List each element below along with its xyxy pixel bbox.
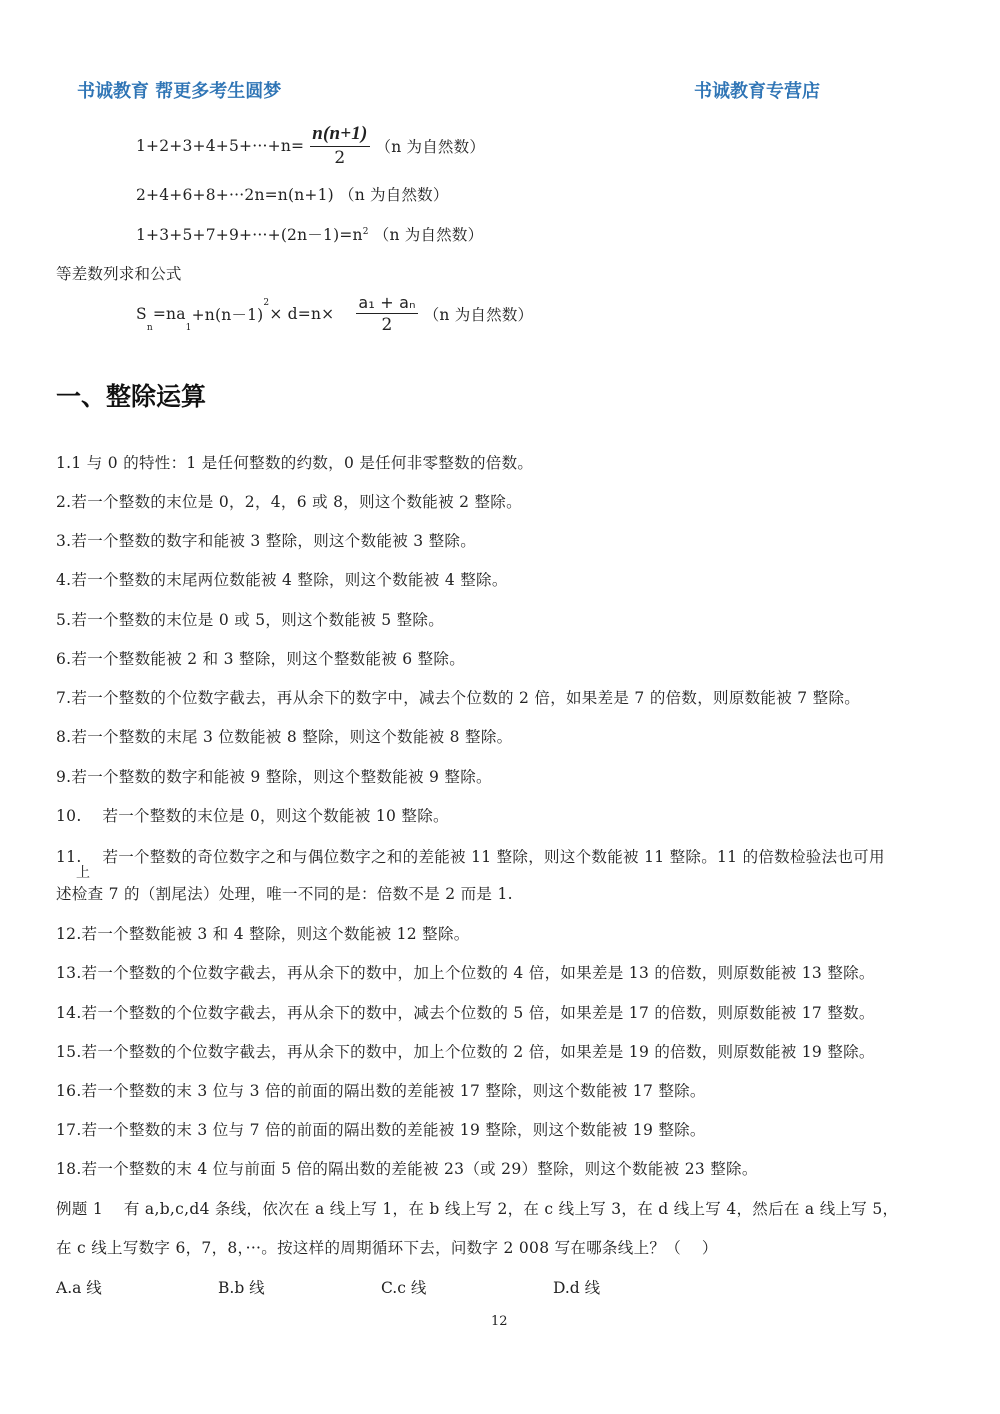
section-title: 一、整除运算 (56, 382, 207, 411)
rule-11-continued: 述检查 7 的（割尾法）处理，唯一不同的是：倍数不是 2 而是 1. (56, 885, 513, 903)
rule-9: 9.若一个整数的数字和能被 9 整除，则这个整数能被 9 整除。 (56, 768, 492, 786)
option-c: C.c 线 (381, 1279, 427, 1297)
formula-s-sub: n (146, 323, 153, 333)
formula-sum-natural-left: 1+2+3+4+5+···+n= (136, 136, 305, 155)
rule-17: 17.若一个整数的末 3 位与 7 倍的前面的隔出数的差能被 19 整除，则这个数能被 19 整除。 (56, 1121, 706, 1139)
fraction-denominator: 2 (334, 148, 346, 168)
option-d: D.d 线 (553, 1279, 601, 1297)
rule-15: 15.若一个整数的个位数字截去，再从余下的数中，加上个位数的 2 倍，如果差是 19 的倍数，则原数能被 19 整除。 (56, 1043, 875, 1061)
arith-series-title: 等差数列求和公式 (56, 265, 182, 283)
rule-18: 18.若一个整数的末 4 位与前面 5 倍的隔出数的差能被 23（或 29）整除，则这个数能被 23 整除。 (56, 1160, 758, 1178)
rule-8: 8.若一个整数的末尾 3 位数能被 8 整除，则这个数能被 8 整除。 (56, 728, 513, 746)
rule-16: 16.若一个整数的末 3 位与 3 倍的前面的隔出数的差能被 17 整除，则这个数能被 17 整除。 (56, 1082, 706, 1100)
formula-sum-natural (136, 123, 485, 168)
formula-sum-odd-left: 1+3+5+7+9+···+(2n－1)=n (136, 226, 363, 244)
formula-a-sub: 1 (185, 323, 192, 333)
formula-tail: × d=n× (269, 305, 335, 323)
formula-exponent: 2 (263, 298, 270, 308)
rule-10: 10. 若一个整数的末位是 0，则这个数能被 10 整除。 (56, 807, 449, 825)
rule-11: 11. 若一个整数的奇位数字之和与偶位数字之和的差能被 11 整除，则这个数能被 11 整除。11 的倍数检验法也可用 (56, 848, 885, 866)
header-right: 书诚教育专营店 (694, 81, 820, 102)
formula-s: S (136, 305, 147, 323)
fraction-denominator: 2 (381, 315, 393, 335)
option-b: B.b 线 (218, 1279, 265, 1297)
formula-arith-sum (136, 293, 533, 335)
formula-sum-odd (136, 223, 483, 245)
rule-14: 14.若一个整数的个位数字截去，再从余下的数中，减去个位数的 5 倍，如果差是 17 的倍数，则原数能被 17 整数。 (56, 1004, 875, 1022)
page-number: 12 (491, 1314, 508, 1329)
rule-12: 12.若一个整数能被 3 和 4 整除，则这个数能被 12 整除。 (56, 925, 470, 943)
formula-mid: +n(n－1) (191, 306, 264, 324)
rule-13: 13.若一个整数的个位数字截去，再从余下的数中，加上个位数的 4 倍，如果差是 13 的倍数，则原数能被 13 整除。 (56, 964, 875, 982)
example-line-1: 例题 1 有 a,b,c,d4 条线，依次在 a 线上写 1，在 b 线上写 2，在 c 线上写 3，在 d 线上写 4，然后在 a 线上写 5， (56, 1200, 899, 1218)
rule-6: 6.若一个整数能被 2 和 3 整除，则这个整数能被 6 整除。 (56, 650, 466, 668)
formula-note: （n 为自然数） (373, 226, 484, 244)
formula-note: （n 为自然数） (375, 137, 486, 156)
formula-fraction (310, 123, 369, 168)
fraction-numerator: a₁ + aₙ (358, 293, 416, 312)
rule-5: 5.若一个整数的末位是 0 或 5，则这个数能被 5 整除。 (56, 611, 445, 629)
formula-sum-odd-exponent: 2 (362, 226, 369, 237)
formula-sum-even: 2+4+6+8+···2n=n(n+1) （n 为自然数） (136, 186, 449, 204)
rule-1: 1.1 与 0 的特性：1 是任何整数的约数，0 是任何非零整数的倍数。 (56, 454, 534, 472)
rule-2: 2.若一个整数的末位是 0，2，4，6 或 8，则这个数能被 2 整除。 (56, 493, 522, 511)
rule-11-wrap-fragment: 上 (76, 865, 91, 881)
rule-3: 3.若一个整数的数字和能被 3 整除，则这个数能被 3 整除。 (56, 532, 477, 550)
example-line-2: 在 c 线上写数字 6，7，8，···。按这样的周期循环下去，问数字 2 008 写在哪条线上？（ ） (56, 1239, 718, 1257)
fraction-numerator: n(n+1) (310, 123, 369, 147)
formula-fraction-arith (356, 293, 417, 335)
option-a: A.a 线 (56, 1279, 102, 1297)
formula-na: =na (152, 305, 186, 323)
header-left: 书诚教育 帮更多考生圆梦 (77, 81, 282, 102)
rule-7: 7.若一个整数的个位数字截去，再从余下的数字中，减去个位数的 2 倍，如果差是 7 的倍数，则原数能被 7 整除。 (56, 689, 861, 707)
formula-note: （n 为自然数） (423, 306, 534, 324)
rule-4: 4.若一个整数的末尾两位数能被 4 整除，则这个数能被 4 整除。 (56, 571, 508, 589)
